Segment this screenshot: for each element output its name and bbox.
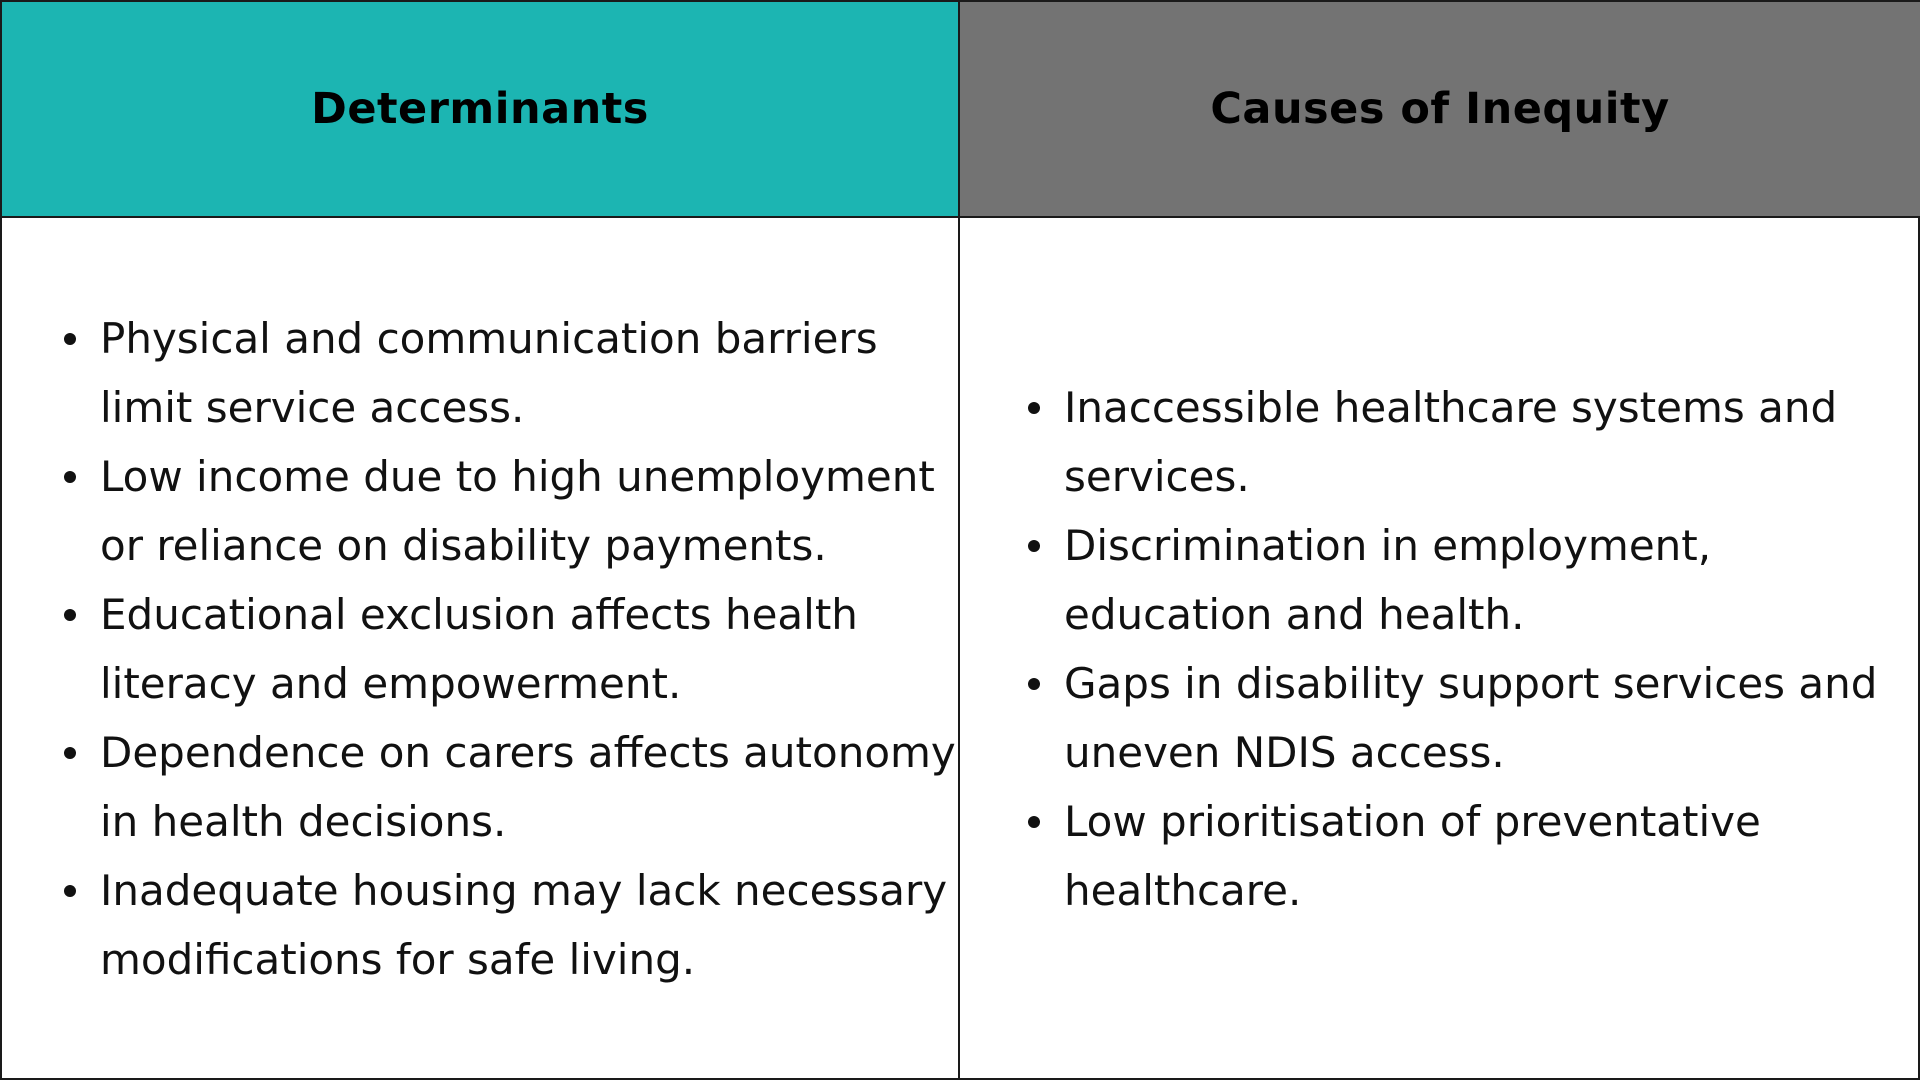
bullet-icon xyxy=(64,885,76,897)
list-item xyxy=(58,856,958,994)
list-item-text: Inaccessible healthcare systems and services. xyxy=(1064,383,1838,501)
list-item xyxy=(1022,787,1920,925)
determinants-list xyxy=(58,304,958,994)
list-item-text: Discrimination in employment, education and health. xyxy=(1064,521,1712,639)
list-item xyxy=(1022,511,1920,649)
list-item-text: Low income due to high unemployment or reliance on disability payments. xyxy=(100,452,935,570)
causes-list xyxy=(1022,373,1920,925)
bullet-icon xyxy=(1028,402,1040,414)
bullet-icon xyxy=(64,747,76,759)
causes-cell xyxy=(960,218,1920,1080)
list-item-text: Dependence on carers affects autonomy in health decisions. xyxy=(100,728,956,846)
list-item xyxy=(58,304,958,442)
list-item-text: Educational exclusion affects health literacy and empowerment. xyxy=(100,590,858,708)
header-causes-of-inequity: Causes of Inequity xyxy=(960,2,1920,218)
list-item xyxy=(1022,373,1920,511)
list-item xyxy=(58,580,958,718)
list-item-text: Physical and communication barriers limit service access. xyxy=(100,314,878,432)
bullet-icon xyxy=(64,333,76,345)
list-item xyxy=(58,718,958,856)
list-item xyxy=(58,442,958,580)
bullet-icon xyxy=(1028,678,1040,690)
list-item xyxy=(1022,649,1920,787)
header-determinants: Determinants xyxy=(2,2,960,218)
determinants-cell xyxy=(2,218,960,1080)
list-item-text: Gaps in disability support services and uneven NDIS access. xyxy=(1064,659,1878,777)
bullet-icon xyxy=(64,471,76,483)
bullet-icon xyxy=(64,609,76,621)
list-item-text: Low prioritisation of preventative healthcare. xyxy=(1064,797,1761,915)
list-item-text: Inadequate housing may lack necessary modifications for safe living. xyxy=(100,866,948,984)
bullet-icon xyxy=(1028,540,1040,552)
bullet-icon xyxy=(1028,816,1040,828)
